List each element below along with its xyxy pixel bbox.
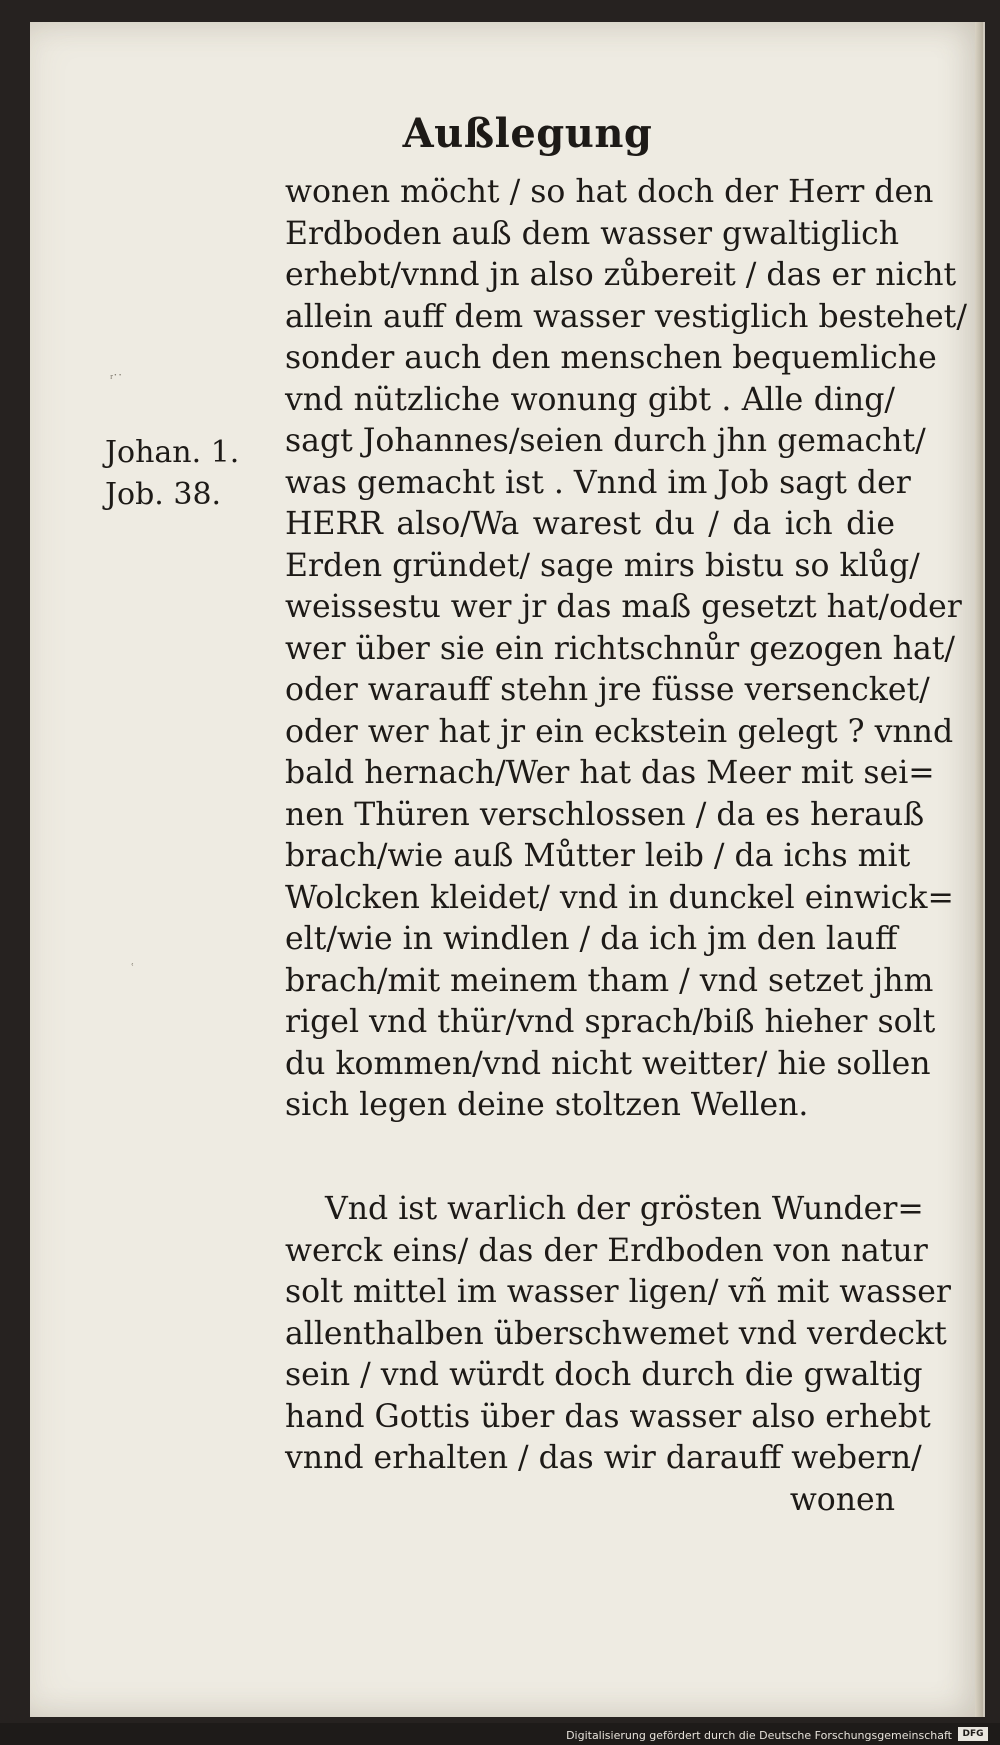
- text-line: vnnd erhalten / das wir darauff webern/: [285, 1440, 922, 1476]
- text-line: sich legen deine stoltzen Wellen.: [285, 1087, 809, 1123]
- text-line: brach/wie auß Můtter leib / da ichs mit: [285, 838, 911, 874]
- paragraph-1: [285, 172, 967, 1127]
- text-line: werck eins/ das der Erdboden von natur: [285, 1232, 928, 1269]
- text-line: allein auff dem wasser vestiglich bestehet/: [285, 298, 967, 335]
- ink-speck: ʳ˙˙: [110, 372, 123, 387]
- text-line: sein / vnd würdt doch durch die gwaltig: [285, 1357, 923, 1393]
- text-line: sagt Johannes/seien durch jhn gemacht/: [285, 423, 926, 459]
- running-head: Außlegung: [402, 110, 653, 157]
- text-line: Erden gründet/ sage mirs bistu so klůg/: [285, 547, 920, 584]
- text-line: elt/wie in windlen / da ich jm den lauff: [285, 921, 898, 957]
- text-line: Wolcken kleidet/ vnd in dunckel einwick=: [285, 879, 954, 916]
- text-line: du kommen/vnd nicht weitter/ hie sollen: [285, 1045, 931, 1082]
- page-edge: [975, 22, 983, 1717]
- text-line: bald hernach/Wer hat das Meer mit sei=: [285, 755, 935, 791]
- catchword: wonen: [789, 1481, 895, 1518]
- text-line: oder wer hat jr ein eckstein gelegt ? vnnd: [285, 713, 954, 750]
- dfg-logo: DFG: [958, 1727, 988, 1741]
- text-line: sonder auch den menschen bequemliche: [285, 340, 937, 376]
- text-line: weissestu wer jr das maß gesetzt hat/oder: [285, 589, 962, 625]
- book-page: [30, 22, 985, 1717]
- paragraph-2: [285, 1189, 951, 1521]
- marginal-note-johannes: Johan. 1.: [105, 435, 240, 470]
- text-line: nen Thüren verschlossen / da es herauß: [285, 796, 925, 833]
- text-line: Vnd ist warlich der grösten Wunder=: [325, 1191, 924, 1227]
- text-line: wonen möcht / so hat doch der Herr den: [285, 174, 934, 210]
- text-line: vnd nützliche wonung gibt . Alle ding/: [285, 381, 895, 418]
- ink-speck: ʿ: [130, 962, 135, 977]
- digitization-credit: Digitalisierung gefördert durch die Deutsche Forschungsgemeinschaft: [566, 1729, 952, 1742]
- text-line: Erdboden auß dem wasser gwaltiglich: [285, 215, 900, 252]
- text-line: allenthalben überschwemet vnd verdeckt: [285, 1315, 947, 1352]
- text-line: solt mittel im wasser ligen/ vñ mit wasser: [285, 1274, 951, 1310]
- text-line: wer über sie ein richtschnůr gezogen hat/: [285, 630, 956, 667]
- text-line: was gemacht ist . Vnnd im Job sagt der: [285, 464, 911, 501]
- text-line: erhebt/vnnd jn also zůbereit / das er nicht: [285, 257, 957, 293]
- text-line: rigel vnd thür/vnd sprach/biß hieher solt: [285, 1004, 936, 1040]
- text-line: HERR also/Wa warest du / da ich die: [285, 506, 895, 542]
- text-line: hand Gottis über das wasser also erhebt: [285, 1398, 931, 1435]
- marginal-note-job: Job. 38.: [105, 477, 222, 512]
- text-line: oder warauff stehn jre füsse versencket/: [285, 672, 930, 708]
- text-line: brach/mit meinem tham / vnd setzet jhm: [285, 962, 934, 999]
